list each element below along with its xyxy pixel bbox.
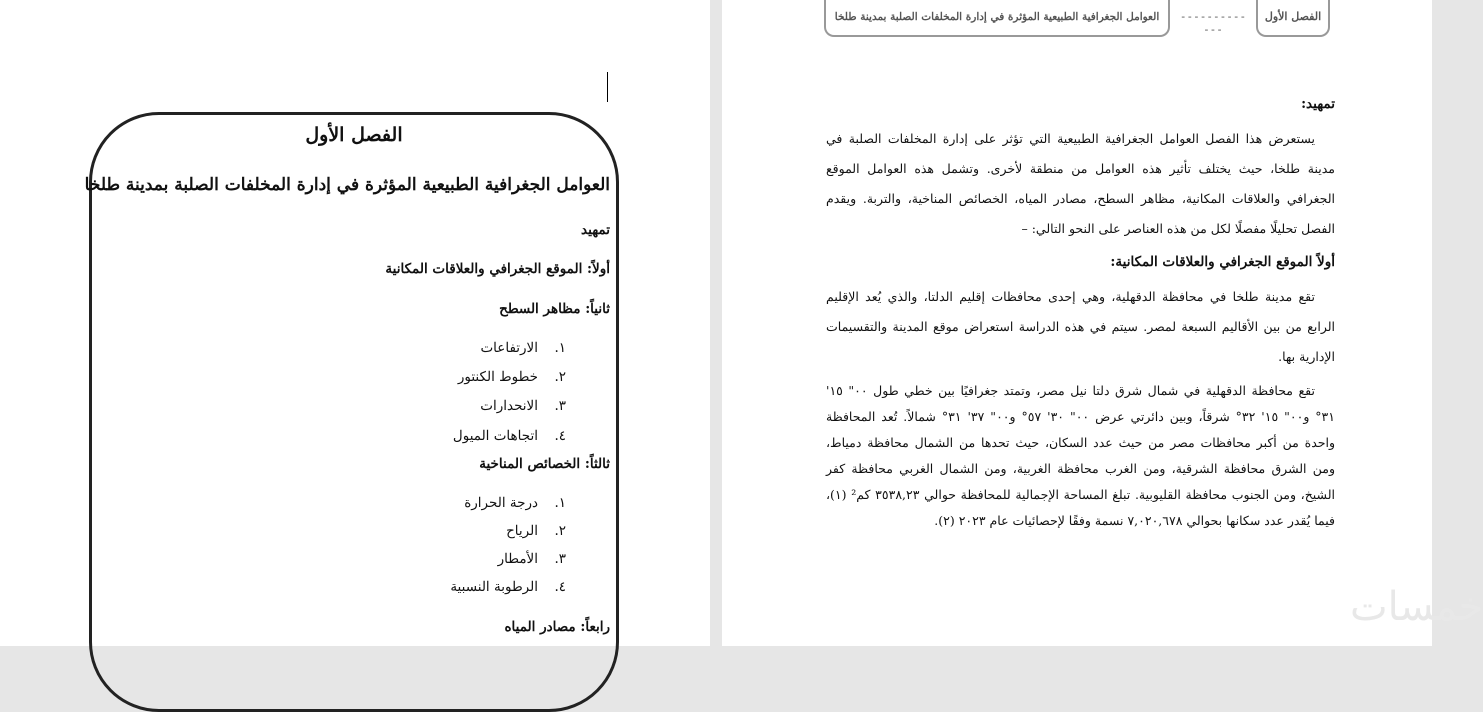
section1-paragraph: تقع مدينة طلخا في محافظة الدقهلية، وهي إحدى محافظات إقليم الدلتا، والذي يُعد الإقليم الرابع من بين الأقاليم السبعة لمصر. سيتم في هذه الدراسة استعراض موقع المدينة والتقسيمات الإدارية بها. (826, 289, 1335, 364)
intro-paragraph: يستعرض هذا الفصل العوامل الجغرافية الطبيعية التي تؤثر على إدارة المخلفات الصلبة في مدينة طلخا، حيث يختلف تأثير هذه العوامل من منطقة لأخرى. وتشمل هذه العوامل الموقع الجغرافي والعلاقات المكانية، مظاهر السطح، مصادر المياه، الخصائص المناخية، والتربة. ويقدم الفصل تحليلًا مفصلًا لكل من هذه العناصر على النحو التالي: – (826, 131, 1335, 236)
toc-item-number: ٤. (554, 428, 566, 444)
toc-item-number: ٣. (554, 398, 566, 414)
text-caret (607, 72, 608, 102)
watermark-logo: خمسات (1350, 584, 1483, 630)
header-separator: ------------- (1179, 10, 1247, 36)
toc-item-number: ٢. (554, 369, 566, 385)
toc-list-item (506, 523, 566, 539)
intro-heading: تمهيد: (1301, 96, 1335, 112)
toc-list-item (453, 428, 566, 444)
toc-item-number: ٣. (554, 551, 566, 567)
toc-item-number: ١. (554, 495, 566, 511)
toc-item-label: الارتفاعات (480, 340, 538, 356)
toc-item-label: الأمطار (497, 551, 538, 567)
toc-item-number: ١. (554, 340, 566, 356)
left-page (0, 0, 710, 646)
toc-item-label: خطوط الكنتور (457, 369, 538, 385)
toc-fourth-heading: رابعاً: مصادر المياه (504, 619, 610, 635)
toc-third-heading: ثالثاً: الخصائص المناخية (479, 456, 610, 472)
toc-list-item (450, 579, 566, 595)
toc-item-number: ٢. (554, 523, 566, 539)
header-title-box: العوامل الجغرافية الطبيعية المؤثرة في إدارة المخلفات الصلبة بمدينة طلخا (824, 0, 1170, 37)
toc-list-item (480, 398, 566, 414)
right-page (722, 0, 1483, 646)
chapter-title: الفصل الأول (305, 124, 403, 146)
toc-list-item (464, 495, 566, 511)
section1-heading: أولاً الموقع الجغرافي والعلاقات المكانية: (1110, 254, 1335, 270)
toc-intro: تمهيد (581, 222, 610, 238)
toc-second-heading: ثانياً: مظاهر السطح (499, 301, 610, 317)
chapter-subtitle: العوامل الجغرافية الطبيعية المؤثرة في إدارة المخلفات الصلبة بمدينة طلخا (84, 175, 610, 195)
toc-item-label: الرياح (506, 523, 538, 539)
body-text (826, 96, 1335, 540)
toc-item-label: درجة الحرارة (464, 495, 538, 511)
toc-item-label: اتجاهات الميول (452, 428, 538, 444)
toc-list-item (480, 340, 566, 356)
toc-list-item (458, 369, 566, 385)
toc-list-item (498, 551, 566, 567)
header-chapter-box: الفصل الأول (1256, 0, 1330, 37)
toc-item-label: الرطوبة النسبية (450, 579, 538, 595)
toc-item-number: ٤. (554, 579, 566, 595)
section1-paragraph: تقع محافظة الدقهلية في شمال شرق دلتا نيل مصر، وتمتد جغرافيًا بين خطي طول ٠٠" ١٥' ٣١° و٠٠" ١٥' ٣٢° شرقاً، وبين دائرتي عرض ٠٠" ٣٠' ٥٧° و٠٠" ٣٧' ٣١° شمالاً. تُعد المحافظة واحدة من أكبر محافظات مصر من حيث عدد السكان، حيث تحدها من الشمال محافظة دمياط، ومن الشرق محافظة الشرقية، ومن الغرب محافظة الغربية، ومن الشمال الغربي محافظة كفر الشيخ، ومن الجنوب محافظة القليوبية. تبلغ المساحة الإجمالية للمحافظة حوالي ٣٥٣٨,٢٣ كم² (١)، فيما يُقدر عدد سكانها بحوالي ٧,٠٢٠,٦٧٨ نسمة وفقًا لإحصائيات عام ٢٠٢٣ (٢). (826, 383, 1335, 528)
toc-first-heading: أولاً: الموقع الجغرافي والعلاقات المكانية (385, 261, 610, 277)
toc-item-label: الانحدارات (480, 398, 538, 414)
